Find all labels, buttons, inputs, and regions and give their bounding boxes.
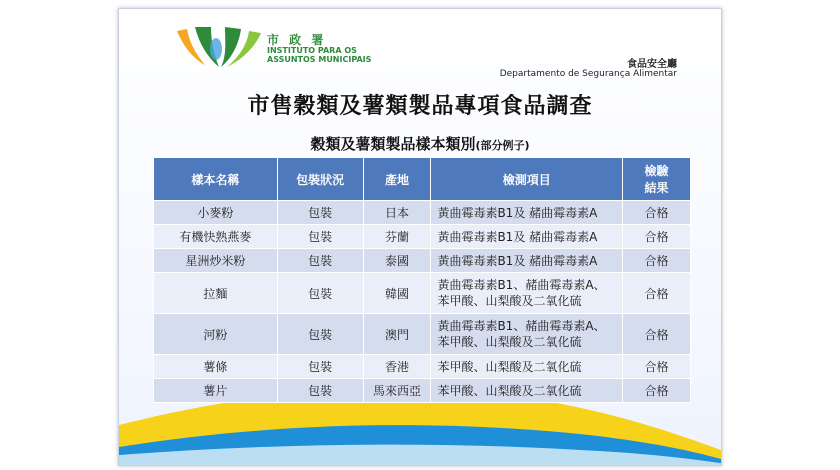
org-name-chinese: 市 政 署	[267, 33, 327, 47]
cell-test-items	[431, 314, 623, 355]
header-sample-name: 樣本名稱	[154, 158, 278, 201]
test-items-line1: 黃曲霉毒素B1、赭曲霉毒素A、	[437, 319, 606, 333]
table-row	[154, 201, 691, 225]
subtitle-main: 穀類及薯類製品樣本類別	[310, 135, 476, 153]
cell-test-items: 苯甲酸、山梨酸及二氧化硫	[431, 379, 623, 403]
header-origin: 產地	[363, 158, 431, 201]
table-row	[154, 355, 691, 379]
cell-test-items: 黃曲霉毒素B1及 赭曲霉毒素A	[431, 225, 623, 249]
cell-packaging: 包裝	[277, 273, 363, 314]
table-header-row	[154, 158, 691, 201]
header-packaging: 包裝狀況	[277, 158, 363, 201]
cell-packaging: 包裝	[277, 249, 363, 273]
header-result-line2: 結果	[644, 181, 669, 195]
cell-result: 合格	[623, 355, 691, 379]
table-row	[154, 273, 691, 314]
cell-origin: 馬來西亞	[363, 379, 431, 403]
table-subtitle	[119, 133, 721, 154]
cell-test-items	[431, 273, 623, 314]
cell-sample-name: 薯條	[154, 355, 278, 379]
cell-sample-name: 有機快熟燕麥	[154, 225, 278, 249]
test-items-line1: 黃曲霉毒素B1、赭曲霉毒素A、	[437, 278, 606, 292]
cell-packaging: 包裝	[277, 379, 363, 403]
cell-test-items: 黃曲霉毒素B1及 赭曲霉毒素A	[431, 249, 623, 273]
header-result	[623, 158, 691, 201]
cell-origin: 香港	[363, 355, 431, 379]
cell-result: 合格	[623, 201, 691, 225]
iam-logo-icon	[169, 23, 269, 73]
cell-origin: 泰國	[363, 249, 431, 273]
cell-result: 合格	[623, 379, 691, 403]
cell-packaging: 包裝	[277, 201, 363, 225]
cell-packaging: 包裝	[277, 355, 363, 379]
department-name-portuguese: Departamento de Segurança Alimentar	[499, 69, 677, 79]
cell-sample-name: 拉麵	[154, 273, 278, 314]
table-row	[154, 379, 691, 403]
cell-result: 合格	[623, 273, 691, 314]
cell-origin: 芬蘭	[363, 225, 431, 249]
cell-test-items: 苯甲酸、山梨酸及二氧化硫	[431, 355, 623, 379]
test-items-line2: 苯甲酸、山梨酸及二氧化硫	[437, 294, 582, 308]
org-name-pt-line2: ASSUNTOS MUNICIPAIS	[267, 55, 372, 64]
subtitle-note: (部分例子)	[475, 139, 530, 152]
cell-origin: 韓國	[363, 273, 431, 314]
cell-result: 合格	[623, 225, 691, 249]
table-row	[154, 314, 691, 355]
cell-packaging: 包裝	[277, 314, 363, 355]
cell-test-items: 黃曲霉毒素B1及 赭曲霉毒素A	[431, 201, 623, 225]
page-title: 市售穀類及薯類製品專項食品調查	[247, 94, 593, 119]
org-name-portuguese	[267, 46, 371, 64]
cell-packaging: 包裝	[277, 225, 363, 249]
slide	[118, 8, 722, 466]
cell-result: 合格	[623, 249, 691, 273]
cell-sample-name: 星洲炒米粉	[154, 249, 278, 273]
header-test-items: 檢測項目	[431, 158, 623, 201]
samples-table	[153, 157, 691, 403]
cell-origin: 日本	[363, 201, 431, 225]
cell-result: 合格	[623, 314, 691, 355]
table-row	[154, 249, 691, 273]
test-items-line2: 苯甲酸、山梨酸及二氧化硫	[437, 335, 582, 349]
cell-origin: 澳門	[363, 314, 431, 355]
cell-sample-name: 小麥粉	[154, 201, 278, 225]
org-name-pt-line1: INSTITUTO PARA OS	[267, 46, 357, 55]
department-name-chinese: 食品安全廳	[627, 59, 677, 70]
table-row	[154, 225, 691, 249]
header-result-line1: 檢驗	[644, 164, 669, 178]
cell-sample-name: 薯片	[154, 379, 278, 403]
cell-sample-name: 河粉	[154, 314, 278, 355]
